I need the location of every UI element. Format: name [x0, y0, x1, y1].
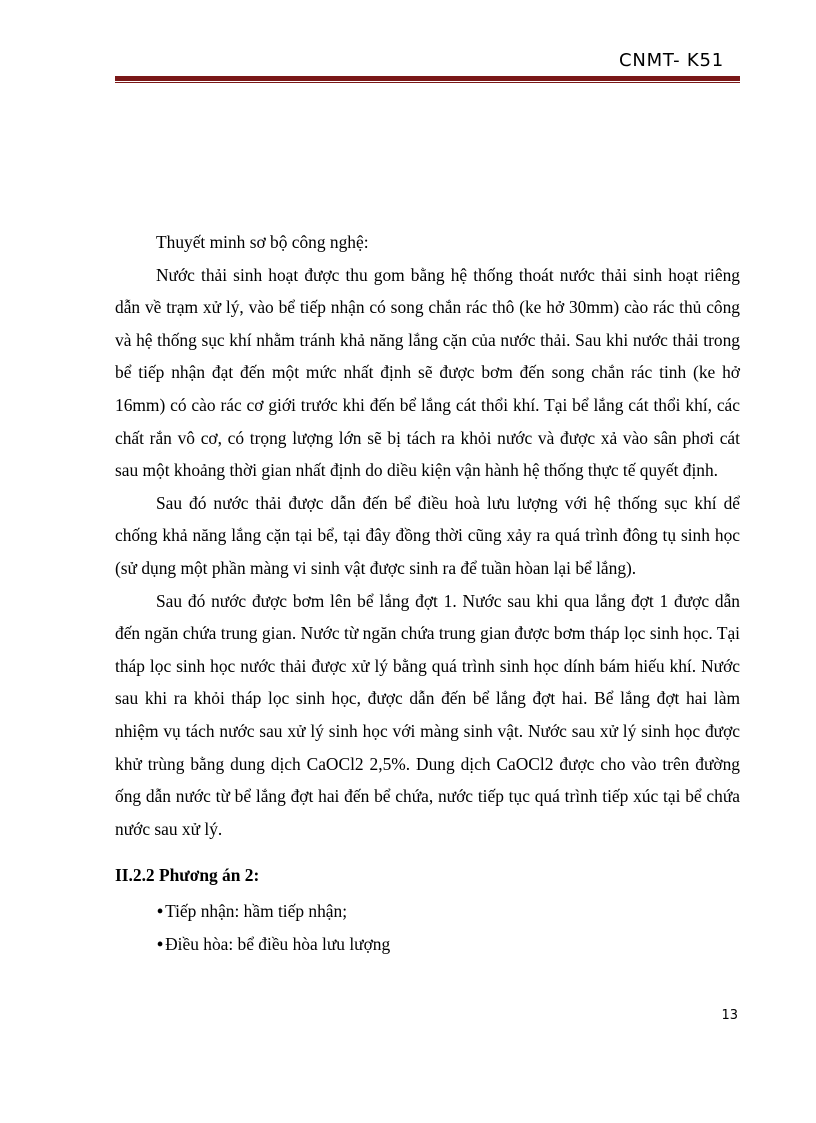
paragraph-2: Sau đó nước thải được dẫn đến bể điều hoà lưu lượng với hệ thống sục khí dể chống khả năng lắng cặn tại bể, tại đây đồng thời cũng xảy ra quá trình đông tụ sinh học (sử dụng một phần màng vi sinh vật được sinh ra để tuần hòan lại bể lắng).	[115, 492, 740, 578]
paragraph-1: Nước thải sinh hoạt được thu gom bằng hệ thống thoát nước thải sinh hoạt riêng dẫn về trạm xử lý, vào bể tiếp nhận có song chắn rác thô (ke hở 30mm) cào rác thủ công và hệ thống sục khí nhằm tránh khả năng lắng cặn của nước thải. Sau khi nước thải trong bể tiếp nhận đạt đến một mức nhất định sẽ được bơm đến song chắn rác tinh (ke hở 16mm) có cào rác cơ giới trước khi đến bể lắng cát thổi khí. Tại bể lắng cát thổi khí, các chất rắn vô cơ, có trọng lượng lớn sẽ bị tách ra khỏi nước và được xả vào sân phơi cát sau một khoảng thời gian nhất định do diều kiện vận hành hệ thống thực tế quyết định.	[115, 264, 740, 481]
bullet-text: Tiếp nhận: hầm tiếp nhận;	[165, 901, 348, 922]
document-body	[115, 226, 740, 960]
bullet-text: Điều hòa: bể điều hòa lưu lượng	[165, 933, 391, 954]
header-rule	[115, 76, 740, 81]
header-title: CNMT- K51	[618, 50, 724, 71]
bullet-icon: •	[157, 933, 164, 954]
bullet-icon: •	[157, 901, 164, 922]
header-rule-thin	[115, 82, 740, 83]
section-heading: II.2.2 Phương án 2:	[115, 865, 260, 886]
intro-line: Thuyết minh sơ bộ công nghệ:	[156, 232, 369, 252]
bullet-item-2	[115, 928, 740, 961]
paragraph-3: Sau đó nước được bơm lên bể lắng đợt 1. Nước sau khi qua lắng đợt 1 được dẫn đến ngăn chứa trung gian. Nước từ ngăn chứa trung gian được bơm tháp lọc sinh học. Tại tháp lọc sinh học nước thải được xử lý bằng quá trình sinh học dính bám hiếu khí. Nước sau khi ra khỏi tháp lọc sinh học, được dẫn đến bể lắng đợt hai. Bể lắng đợt hai làm nhiệm vụ tách nước sau xử lý sinh học với màng sinh vật. Nước sau xử lý sinh học được khử trùng bằng dung dịch CaOCl2 2,5%. Dung dịch CaOCl2 được cho vào trên đường ống dẫn nước từ bể lắng đợt hai đến bể chứa, nước tiếp tục quá trình tiếp xúc tại bể chứa nước sau xử lý.	[115, 590, 740, 839]
page-number: 13	[721, 1008, 738, 1023]
bullet-item-1	[115, 895, 740, 928]
